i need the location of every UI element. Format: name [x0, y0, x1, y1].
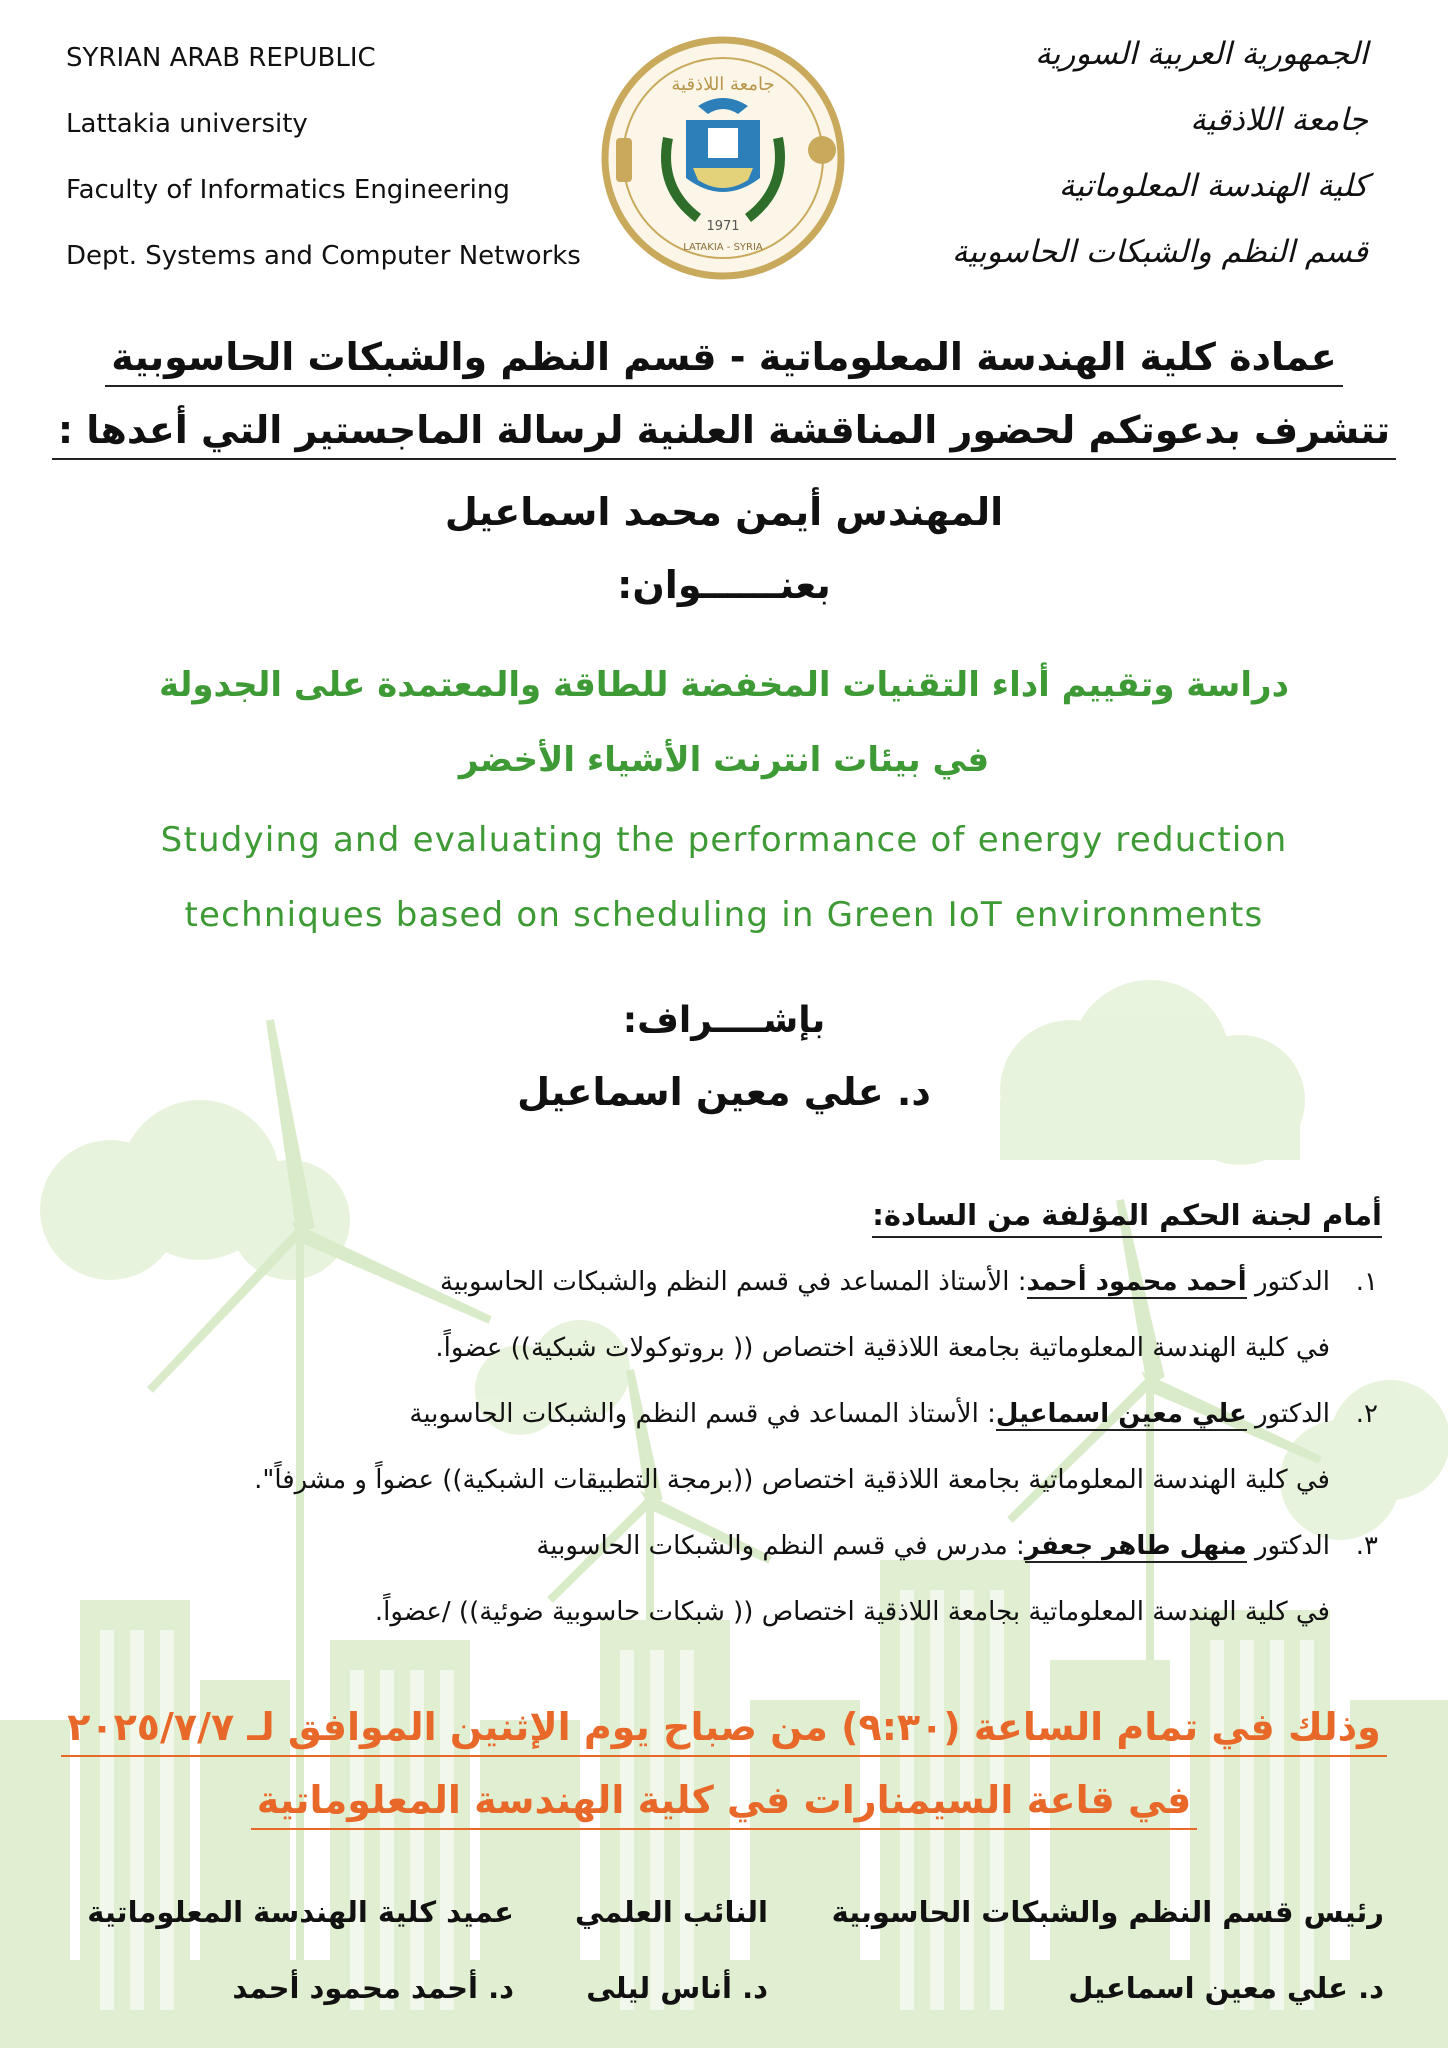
- signature-dean: [87, 1895, 514, 2005]
- logo-bottom-text: LATAKIA - SYRIA: [683, 242, 763, 253]
- signature-role: رئيس قسم النظم والشبكات الحاسوبية: [831, 1895, 1384, 1929]
- member-prefix: الدكتور: [1246, 1267, 1330, 1297]
- logo-top-text: جامعة اللاذقية: [671, 74, 775, 95]
- signature-name: د. أناس ليلى: [586, 1971, 768, 2005]
- university-logo: [598, 28, 848, 288]
- member-name: منهل طاهر جعفر: [1024, 1531, 1247, 1561]
- header-faculty-en: Faculty of Informatics Engineering: [66, 175, 510, 205]
- intro-line-1-text: عمادة كلية الهندسة المعلوماتية - قسم النظم والشبكات الحاسوبية: [105, 335, 1342, 387]
- signature-department-head: [832, 1895, 1384, 2005]
- header-english-block: [66, 38, 626, 302]
- committee-member-2: [52, 1390, 1378, 1522]
- committee-member-3: [52, 1522, 1378, 1654]
- committee-section: [52, 1198, 1382, 1654]
- header-arabic-block: [888, 30, 1368, 294]
- header-country-en: SYRIAN ARAB REPUBLIC: [66, 43, 376, 73]
- logo-year: 1971: [706, 219, 740, 234]
- supervision-label: بإشــــراف:: [622, 1000, 826, 1041]
- member-name: علي معين اسماعيل: [995, 1399, 1247, 1429]
- thesis-title-label: بعنــــــوان:: [617, 563, 831, 607]
- committee-heading: أمام لجنة الحكم المؤلفة من السادة:: [872, 1198, 1382, 1238]
- member-number: ٣.: [1355, 1531, 1378, 1561]
- member-position: : الأستاذ المساعد في قسم النظم والشبكات الحاسوبية: [409, 1399, 996, 1429]
- signature-scientific-deputy: [575, 1895, 768, 2005]
- header-university-en: Lattakia university: [66, 109, 308, 139]
- committee-member-1: [52, 1258, 1378, 1390]
- intro-line-2-text: تتشرف بدعوتكم لحضور المناقشة العلنية لرسالة الماجستير التي أعدها :: [52, 408, 1396, 460]
- header-country-ar: الجمهورية العربية السورية: [1035, 36, 1368, 72]
- intro-line-1: [0, 335, 1448, 387]
- schedule-location-text: في قاعة السيمنارات في كلية الهندسة المعلوماتية: [251, 1778, 1198, 1830]
- schedule-time-text: وذلك في تمام الساعة (٩:٣٠) من صباح يوم الإثنين الموافق لـ ٢٠٢٥/٧/٧: [61, 1705, 1387, 1757]
- signature-role: النائب العلمي: [574, 1895, 768, 1929]
- thesis-title-ar-2: في بيئات انترنت الأشياء الأخضر: [458, 740, 990, 780]
- thesis-title-en-1: Studying and evaluating the performance of energy reduction: [160, 820, 1288, 860]
- candidate-name: المهندس أيمن محمد اسماعيل: [444, 490, 1004, 534]
- header-department-en: Dept. Systems and Computer Networks: [66, 241, 581, 271]
- intro-line-2: [0, 408, 1448, 460]
- schedule-location: [0, 1778, 1448, 1830]
- thesis-title-en-2: techniques based on scheduling in Green IoT environments: [184, 895, 1264, 935]
- member-position: : مدرس في قسم النظم والشبكات الحاسوبية: [536, 1531, 1025, 1561]
- signature-name: د. علي معين اسماعيل: [1068, 1971, 1384, 2005]
- signature-name: د. أحمد محمود أحمد: [232, 1971, 514, 2005]
- signature-role: عميد كلية الهندسة المعلوماتية: [87, 1895, 514, 1929]
- member-specialty: في كلية الهندسة المعلوماتية بجامعة اللاذقية اختصاص (( شبكات حاسوبية ضوئية)) /عضواً.: [374, 1597, 1330, 1627]
- member-number: ٢.: [1355, 1399, 1378, 1429]
- supervisor-name: د. علي معين اسماعيل: [517, 1070, 931, 1114]
- header-university-ar: جامعة اللاذقية: [1190, 102, 1368, 138]
- member-number: ١.: [1355, 1267, 1378, 1297]
- member-prefix: الدكتور: [1246, 1531, 1330, 1561]
- thesis-title-ar-1: دراسة وتقييم أداء التقنيات المخفضة للطاقة والمعتمدة على الجدولة: [158, 665, 1290, 705]
- member-name: أحمد محمود أحمد: [1026, 1267, 1247, 1297]
- member-prefix: الدكتور: [1246, 1399, 1330, 1429]
- header-faculty-ar: كلية الهندسة المعلوماتية: [1058, 168, 1368, 204]
- member-specialty: في كلية الهندسة المعلوماتية بجامعة اللاذقية اختصاص (( بروتوكولات شبكية)) عضواً.: [435, 1333, 1330, 1363]
- member-specialty: في كلية الهندسة المعلوماتية بجامعة اللاذقية اختصاص ((برمجة التطبيقات الشبكية)) عضواً و مشرفاً".: [254, 1465, 1330, 1495]
- header-department-ar: قسم النظم والشبكات الحاسوبية: [951, 234, 1368, 270]
- schedule-time: [0, 1705, 1448, 1757]
- member-position: : الأستاذ المساعد في قسم النظم والشبكات الحاسوبية: [440, 1267, 1027, 1297]
